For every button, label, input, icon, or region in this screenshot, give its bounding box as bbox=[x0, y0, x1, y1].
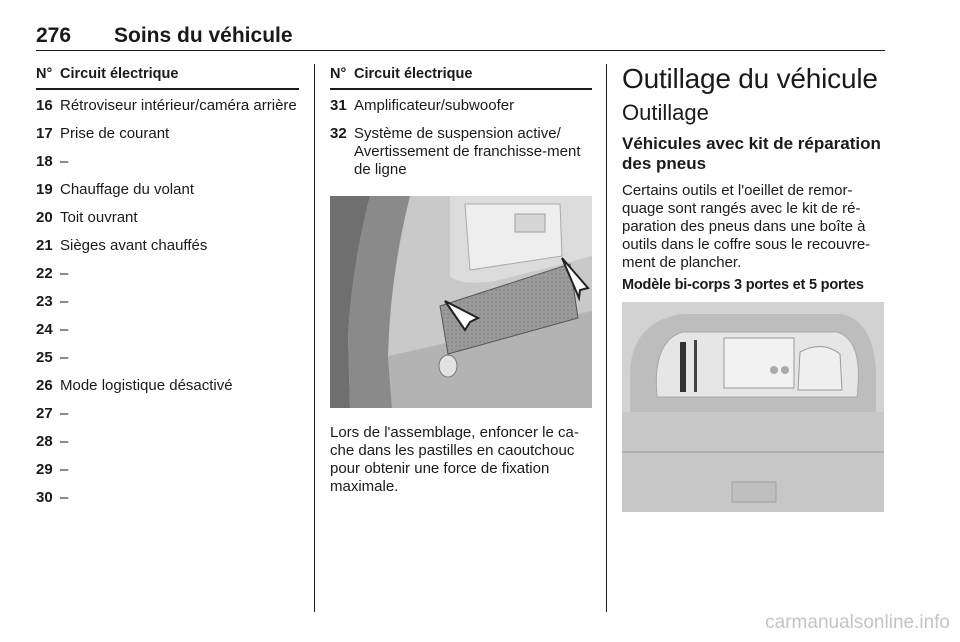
row-circuit: – bbox=[60, 433, 69, 450]
row-number: 32 bbox=[330, 125, 347, 142]
row-circuit: – bbox=[60, 461, 69, 478]
table-row bbox=[36, 405, 299, 423]
row-circuit: Chauffage du volant bbox=[60, 181, 194, 198]
header-circuit: Circuit électrique bbox=[354, 66, 473, 82]
row-number: 19 bbox=[36, 181, 53, 198]
row-circuit: Toit ouvrant bbox=[60, 209, 138, 226]
row-number: 25 bbox=[36, 349, 53, 366]
row-circuit: – bbox=[60, 349, 69, 366]
header-number: N° bbox=[36, 66, 53, 82]
row-circuit: – bbox=[60, 321, 69, 338]
table-row bbox=[36, 349, 299, 367]
row-circuit: Prise de courant bbox=[60, 125, 170, 142]
row-number: 20 bbox=[36, 209, 53, 226]
table-row bbox=[36, 181, 299, 199]
row-number: 17 bbox=[36, 125, 53, 142]
row-number: 28 bbox=[36, 433, 53, 450]
row-circuit: – bbox=[60, 265, 69, 282]
model-label: Modèle bi-corps 3 portes et 5 portes bbox=[622, 277, 864, 293]
subsection-heading: Véhicules avec kit de réparation des pneus bbox=[622, 134, 881, 173]
page-number: 276 bbox=[36, 24, 72, 47]
row-number: 18 bbox=[36, 153, 53, 170]
vehicle-tools-section bbox=[622, 64, 888, 512]
row-circuit: Mode logistique désactivé bbox=[60, 377, 233, 394]
page-title: Soins du véhicule bbox=[114, 24, 293, 47]
table-row bbox=[36, 153, 299, 171]
row-number: 29 bbox=[36, 461, 53, 478]
table-row bbox=[36, 209, 299, 227]
row-number: 21 bbox=[36, 237, 53, 254]
table-row bbox=[36, 489, 299, 507]
tools-paragraph: Certains outils et l'oeillet de remor-quage sont rangés avec le kit de ré-paration des pneus dans une boîte à outils dans le coffre sous le recouvre-ment de plancher. bbox=[622, 182, 871, 271]
row-circuit: – bbox=[60, 405, 69, 422]
table-row bbox=[330, 97, 592, 115]
row-circuit: Rétroviseur intérieur/caméra arrière bbox=[60, 97, 297, 114]
table-header bbox=[330, 64, 592, 90]
row-circuit: Système de suspension active/ Avertissement de franchisse-ment de ligne bbox=[354, 125, 581, 178]
fuse-table-column-2 bbox=[330, 64, 592, 496]
table-row bbox=[36, 125, 299, 143]
table-row bbox=[330, 125, 592, 179]
row-number: 24 bbox=[36, 321, 53, 338]
row-circuit: – bbox=[60, 489, 69, 506]
table-row bbox=[36, 237, 299, 255]
row-number: 26 bbox=[36, 377, 53, 394]
column-divider bbox=[606, 64, 607, 612]
column-divider bbox=[314, 64, 315, 612]
table-row bbox=[36, 461, 299, 479]
tool-box-illustration bbox=[622, 302, 884, 512]
row-number: 30 bbox=[36, 489, 53, 506]
row-circuit: Sièges avant chauffés bbox=[60, 237, 208, 254]
section-subtitle: Outillage bbox=[622, 100, 709, 125]
fuse-cover-caption: Lors de l'assemblage, enfoncer le ca-che dans les pastilles en caoutchouc pour obtenir une force de fixation maximale. bbox=[330, 424, 579, 495]
table-header bbox=[36, 64, 299, 90]
row-number: 16 bbox=[36, 97, 53, 114]
table-rows bbox=[330, 97, 592, 179]
header-number: N° bbox=[330, 66, 347, 82]
table-rows bbox=[36, 97, 299, 507]
table-row bbox=[36, 321, 299, 339]
fuse-table-column-1 bbox=[36, 64, 299, 517]
table-row bbox=[36, 377, 299, 395]
table-row bbox=[36, 265, 299, 283]
row-circuit: – bbox=[60, 293, 69, 310]
row-number: 31 bbox=[330, 97, 347, 114]
row-circuit: – bbox=[60, 153, 69, 170]
watermark: carmanualsonline.info bbox=[765, 612, 950, 633]
header-circuit: Circuit électrique bbox=[60, 66, 179, 82]
row-number: 22 bbox=[36, 265, 53, 282]
section-title: Outillage du véhicule bbox=[622, 63, 878, 94]
row-circuit: Amplificateur/subwoofer bbox=[354, 97, 515, 114]
table-row bbox=[36, 293, 299, 311]
row-number: 23 bbox=[36, 293, 53, 310]
fuse-cover-illustration bbox=[330, 196, 592, 408]
row-number: 27 bbox=[36, 405, 53, 422]
table-row bbox=[36, 97, 299, 115]
table-row bbox=[36, 433, 299, 451]
page-header bbox=[36, 24, 885, 51]
